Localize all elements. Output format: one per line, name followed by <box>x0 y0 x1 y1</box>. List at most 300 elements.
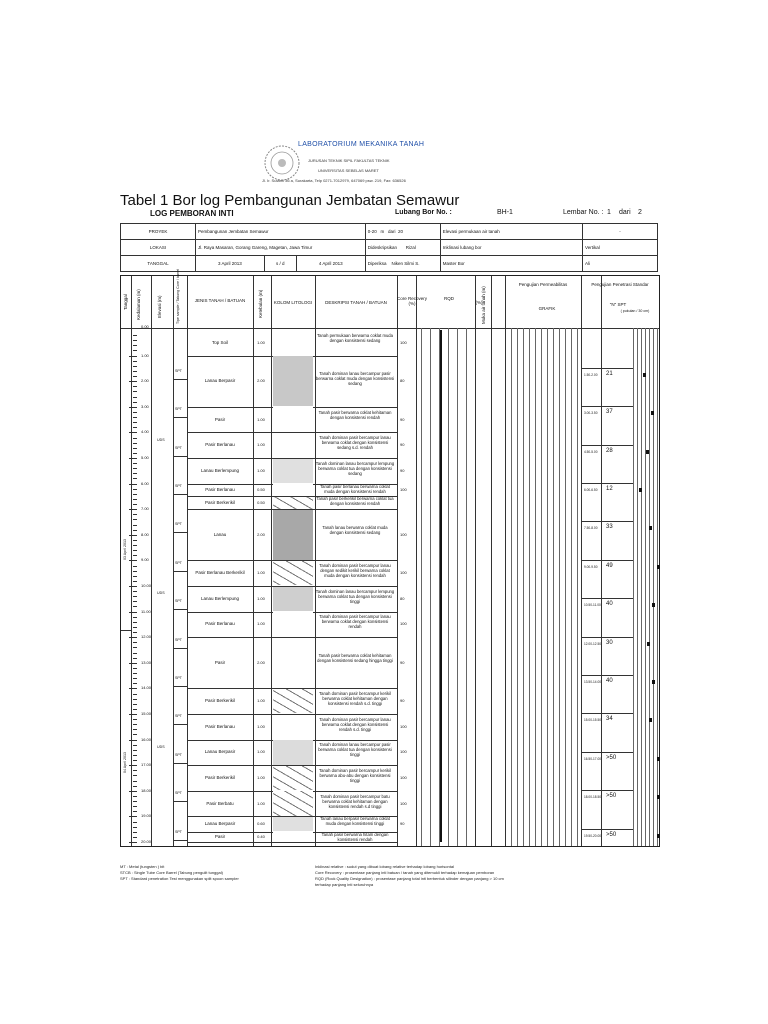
depth-minor-tick <box>133 601 137 602</box>
spt-plot-point <box>652 603 655 607</box>
spt-plot-point <box>651 411 654 415</box>
spt-n-value: >50 <box>606 831 617 838</box>
graph-gridline <box>559 328 560 846</box>
col-jenis: JENIS TANAH / BATUAN <box>194 298 246 303</box>
depth-minor-tick <box>133 806 137 807</box>
graph-gridline <box>517 328 518 846</box>
spt-row-line <box>581 560 633 561</box>
layer-thickness: 1.00 <box>257 621 265 627</box>
depth-minor-tick <box>133 699 137 700</box>
proyek-label: PROYEK <box>121 224 196 240</box>
layer-thickness: 0.60 <box>257 821 265 827</box>
depth-minor-tick <box>133 397 137 398</box>
lembar-label: Lembar No. : <box>563 209 604 216</box>
footnote-stcb: STCB : Single Tube Core Barrel (Tabung pengulit tunggal) <box>120 870 223 875</box>
col-elevasi: Elevasi (m) <box>157 295 162 318</box>
depth-minor-tick <box>133 340 137 341</box>
depth-minor-tick <box>133 417 137 418</box>
layer-description: Tanah pasir berwarna hitam dengan konsistensi rendah <box>321 831 389 842</box>
footnote-rqd2: terhadap panjang inti seluruhnya <box>315 882 374 887</box>
depth-tick <box>129 432 137 433</box>
depth-tick <box>129 407 137 408</box>
depth-minor-tick <box>133 473 137 474</box>
depth-label: 13.00 <box>141 659 152 665</box>
core-recovery-value: 90 <box>400 821 405 827</box>
depth-minor-tick <box>133 540 137 541</box>
sample-tag-uds: UDS <box>157 591 165 596</box>
spt-gridline <box>645 328 646 846</box>
core-recovery-value: 100 <box>400 800 407 806</box>
core-recovery-value: 100 <box>400 570 407 576</box>
depth-label: 16.00 <box>141 736 152 742</box>
depth-minor-tick <box>133 468 137 469</box>
rqd-gridline <box>439 328 440 846</box>
lithology-fill <box>273 587 313 612</box>
depth-minor-tick <box>133 350 137 351</box>
col-penetrasi: Pengujian Penetrasi Standar <box>591 282 649 287</box>
depth-tick <box>129 714 137 715</box>
depth-minor-tick <box>133 694 137 695</box>
page-title: Tabel 1 Bor log Pembangunan Jembatan Semawur <box>120 192 460 209</box>
depth-minor-tick <box>133 525 137 526</box>
lithology-fill <box>273 484 313 496</box>
depth-minor-tick <box>133 755 137 756</box>
core-recovery-value: 100 <box>400 339 407 345</box>
date-label: 03 April 2013 <box>123 539 127 561</box>
project-info-table <box>120 223 658 272</box>
spt-plot-point <box>643 373 646 377</box>
depth-minor-tick <box>133 606 137 607</box>
spt-plot-point <box>657 757 660 761</box>
depth-label: 12.00 <box>141 634 152 640</box>
layer-soil-name: Pasir Berkerikil <box>204 775 235 780</box>
layer-soil-name: Lanau Berlempung <box>200 595 240 601</box>
layer-soil-name: Pasir Berlanau <box>205 487 235 492</box>
sample-box <box>173 801 187 802</box>
sample-tag-spt: SPT <box>175 714 182 719</box>
col-deskripsi: DESKRIPSI TANAH / BATUAN <box>325 300 387 305</box>
sample-box <box>173 494 187 495</box>
layer-thickness: 1.00 <box>257 775 265 780</box>
depth-tick <box>129 663 137 664</box>
depth-label: 2.00 <box>141 378 149 384</box>
spt-n-value: 30 <box>606 639 613 646</box>
rqd-gridline <box>448 328 449 846</box>
spt-n-value: 12 <box>606 486 613 492</box>
core-recovery-value: 80 <box>400 378 405 384</box>
lithology-fill <box>273 510 313 560</box>
sample-tag-spt: SPT <box>175 407 182 412</box>
lokasi-value: Jl. Raya Masaran, Gorang Gareng, Magetan, Jawa Timur <box>196 240 366 256</box>
depth-minor-tick <box>133 499 137 500</box>
lithology-fill <box>273 740 313 765</box>
depth-tick <box>129 458 137 459</box>
depth-minor-tick <box>133 514 137 515</box>
inklinasi-value: Vertikal <box>583 240 658 256</box>
spt-depth-range: 15.00-15.50 <box>584 718 602 723</box>
depth-minor-tick <box>133 832 137 833</box>
layer-thickness: 2.00 <box>257 659 265 665</box>
depth-tick <box>129 484 137 485</box>
spt-row-line <box>581 637 633 638</box>
layer-thickness: 1.00 <box>257 442 265 448</box>
depth-minor-tick <box>133 642 137 643</box>
spt-row-line <box>581 483 633 484</box>
depth-label: 6.00 <box>141 480 149 486</box>
spt-plot-point <box>649 526 652 530</box>
lubang-value: BH-1 <box>497 209 513 216</box>
pemeriksa: Niken Silmi S. <box>391 261 420 266</box>
sample-tag-spt: SPT <box>175 791 182 796</box>
layer-description: Tanah dominan pasir bercampur batu berwarna coklat kehitaman dengan konsistensi rendah s.d tinggi <box>320 793 390 809</box>
spt-plot-point <box>649 718 652 722</box>
spt-n-value: >50 <box>606 793 617 800</box>
col-rqd: RQD <box>444 296 454 301</box>
core-recovery-value: 100 <box>400 621 407 627</box>
sample-box <box>173 648 187 649</box>
sample-box <box>173 456 187 457</box>
lithology-fill <box>273 689 313 714</box>
depth-minor-tick <box>133 622 137 623</box>
depth-label: 4.00 <box>141 429 149 435</box>
lithology-fill <box>273 715 313 740</box>
layer-description: Tanah dominan pasir bercampur kerikil berwarna coklat kehitaman dengan konsistensi rendah s.d. tinggi <box>319 691 391 707</box>
col-nspt: "N" SPT <box>609 302 627 307</box>
depth-minor-tick <box>133 591 137 592</box>
spt-depth-range: 1.50-2.00 <box>584 372 598 377</box>
lokasi-label: LOKASI <box>121 240 196 256</box>
col-tipe: Tipe sample / Tabung Core / barrel <box>176 268 180 324</box>
depth-minor-tick <box>133 627 137 628</box>
layer-thickness: 1.00 <box>257 698 265 704</box>
footnote-left <box>120 864 239 882</box>
depth-tick <box>129 381 137 382</box>
layer-description: Tanah pasir berwarna coklat kehitaman dengan konsistensi sedang hingga tinggi <box>317 652 393 663</box>
depth-minor-tick <box>133 750 137 751</box>
depth-minor-tick <box>133 678 137 679</box>
depth-label: 15.00 <box>141 711 152 716</box>
spt-n-value: 21 <box>606 370 613 377</box>
sample-tag-spt: SPT <box>175 637 182 642</box>
core-recovery-value: 90 <box>400 698 405 704</box>
depth-minor-tick <box>133 719 137 720</box>
lithology-fill <box>273 817 313 831</box>
core-recovery-value: 90 <box>400 416 405 422</box>
footnote-mt: MT : Metal (tungsten ) bit <box>120 864 165 869</box>
proyek-value: Pembangunan Jembatan Semawur <box>196 224 366 240</box>
col-kolom: KOLOM LITOLOGI <box>273 300 313 305</box>
spt-row-line <box>581 713 633 714</box>
depth-minor-tick <box>133 453 137 454</box>
spt-row-line <box>581 752 633 753</box>
footnote-rqd: RQD (Rock Quality Designation) : prosentase panjang total inti berbentuk silinder dengan panjang > 10 cm <box>315 876 504 881</box>
depth-label: 9.00 <box>141 557 149 563</box>
sample-tag-spt: SPT <box>175 368 182 373</box>
layer-soil-name: Pasir Berlanau <box>205 723 235 729</box>
depth-minor-tick <box>133 443 137 444</box>
layer-description: Tanah lanau berwarna coklat muda dengan konsistensi sedang <box>322 524 388 535</box>
col-muka-air: Muka air tanah (m) <box>481 286 486 324</box>
footnote-right <box>315 864 504 888</box>
depth-minor-tick <box>133 371 137 372</box>
elevasi-value: - <box>583 224 658 240</box>
depth-label: 8.00 <box>141 531 149 537</box>
masterbor-label: Master Bor <box>440 256 582 272</box>
sample-tag-spt: SPT <box>175 484 182 488</box>
depth-minor-tick <box>133 345 137 346</box>
sample-box <box>173 724 187 725</box>
depth-label: 19.00 <box>141 813 152 819</box>
spt-row-line <box>581 790 633 791</box>
sample-tag-spt: SPT <box>175 829 182 834</box>
depth-minor-tick <box>133 683 137 684</box>
university-seal-icon <box>262 143 302 183</box>
core-recovery-value: 90 <box>400 442 405 448</box>
depth-minor-tick <box>133 781 137 782</box>
depth-label: 7.00 <box>141 506 149 512</box>
depth-label: 14.00 <box>141 685 152 691</box>
lab-name: LABORATORIUM MEKANIKA TANAH <box>298 141 425 148</box>
lithology-fill <box>273 612 313 637</box>
lab-dept: JURUSAN TEKNIK SIPIL FAKULTAS TEKNIK <box>308 158 390 163</box>
layer-thickness: 1.00 <box>257 749 265 755</box>
depth-minor-tick <box>133 571 137 572</box>
spt-gridline <box>633 328 634 846</box>
graph-gridline <box>523 328 524 846</box>
spt-row-line <box>581 829 633 830</box>
depth-tick <box>129 535 137 536</box>
depth-label: 3.00 <box>141 403 149 409</box>
core-recovery-value: 100 <box>400 531 407 537</box>
col-core: Core Recovery (%) <box>397 296 428 306</box>
depth-minor-tick <box>133 704 137 705</box>
bore-log-grid <box>120 268 660 847</box>
depth-tick <box>129 688 137 689</box>
layer-soil-name: Top Soil <box>211 339 228 345</box>
graph-gridline <box>571 328 572 846</box>
spt-gridline <box>653 328 654 846</box>
layer-soil-name: Lanau Berlempung <box>200 467 240 473</box>
depth-tick <box>129 816 137 817</box>
col-kedalaman: Kedalaman (m) <box>136 289 141 320</box>
depth-minor-tick <box>133 811 137 812</box>
spt-depth-range: 12.00-12.50 <box>584 641 602 646</box>
layer-description: Tanah dominan pasir bercampur lanau berwarna coklat dengan konsistensi rendah s.d. tinggi <box>319 716 391 732</box>
lithology-fill <box>273 832 313 841</box>
layer-boundary <box>187 842 397 843</box>
spt-plot-point <box>647 642 650 646</box>
layer-soil-name: Pasir Berkerikil <box>204 499 235 505</box>
col-pukulan: ( pukulan / 30 cm) <box>620 309 650 313</box>
depth-minor-tick <box>133 786 137 787</box>
depth-minor-tick <box>133 386 137 387</box>
spt-depth-range: 13.50-14.00 <box>584 680 602 684</box>
layer-soil-name: Lanau Berpasir <box>204 378 236 384</box>
spt-depth-range: 10.50-11.00 <box>584 603 601 608</box>
core-recovery-value: 100 <box>400 723 407 729</box>
depth-minor-tick <box>133 827 137 828</box>
spt-n-value: 40 <box>606 601 613 608</box>
depth-minor-tick <box>133 519 137 520</box>
layer-soil-name: Pasir Berkerikil <box>204 698 235 704</box>
depth-minor-tick <box>133 576 137 577</box>
graph-gridline <box>553 328 554 846</box>
layer-thickness: 1.00 <box>257 339 265 345</box>
lembar-total: 2 <box>638 209 642 216</box>
lithology-fill <box>273 433 313 458</box>
sample-tag-spt: SPT <box>175 522 182 527</box>
depth-label: 5.00 <box>141 455 149 460</box>
deskriptor: Rizal <box>405 245 416 250</box>
spt-n-value: >50 <box>606 754 617 761</box>
spt-row-line <box>581 598 633 599</box>
spt-row-line <box>581 675 633 676</box>
depth-minor-tick <box>133 530 137 531</box>
layer-thickness: 0.50 <box>257 499 265 505</box>
layer-description: Tanah dominan lanau bercampur lempung berwarna coklat tua dengan konsistensi tinggi <box>315 588 395 604</box>
depth-tick <box>129 612 137 613</box>
layer-soil-name: Lanau Berpasir <box>204 821 236 827</box>
layer-soil-name: Lanau Berpasir <box>204 749 236 755</box>
layer-thickness: 1.00 <box>257 595 265 601</box>
layer-soil-name: Pasir Berlanau Berkerikil <box>195 570 245 576</box>
depth-minor-tick <box>133 361 137 362</box>
lithology-fill <box>273 561 313 586</box>
masterbor-value: Ali <box>583 256 658 272</box>
depth-minor-tick <box>133 745 137 746</box>
depth-tick <box>129 586 137 587</box>
spt-gridline <box>657 328 658 846</box>
range-total: 20 <box>398 229 404 234</box>
layer-description: Tanah pasir berwarna coklat kehitaman dengan konsistensi rendah <box>318 409 392 420</box>
depth-label: 11.00 <box>141 608 151 614</box>
depth-minor-tick <box>133 709 137 710</box>
depth-minor-tick <box>133 478 137 479</box>
depth-minor-tick <box>133 438 137 439</box>
depth-minor-tick <box>133 422 137 423</box>
depth-minor-tick <box>133 770 137 771</box>
core-recovery-value: 90 <box>400 467 405 473</box>
spt-plot-point <box>652 680 655 684</box>
layer-thickness: 1.00 <box>257 723 265 729</box>
depth-minor-tick <box>133 566 137 567</box>
sample-tag-spt: SPT <box>175 676 182 680</box>
spt-n-value: 37 <box>606 409 613 416</box>
graph-gridline <box>529 328 530 846</box>
depth-minor-tick <box>133 632 137 633</box>
rqd-gridline <box>430 328 431 846</box>
depth-minor-tick <box>133 376 137 377</box>
day-separator <box>121 630 131 631</box>
spt-plot-point <box>639 488 642 492</box>
spt-n-value: 28 <box>606 447 613 454</box>
depth-tick <box>129 791 137 792</box>
lubang-label: Lubang Bor No. : <box>395 209 452 216</box>
lithology-fill <box>273 766 313 791</box>
layer-thickness: 0.40 <box>257 833 265 839</box>
sample-tag-uds: UDS <box>157 744 165 749</box>
depth-minor-tick <box>133 729 137 730</box>
depth-minor-tick <box>133 504 137 505</box>
layer-description: Tanah dominan lanau bercampur lempung berwarna coklat tua dengan konsistensi sedang <box>315 460 395 476</box>
depth-minor-tick <box>133 335 137 336</box>
core-recovery-value: 90 <box>400 659 405 665</box>
diperiksa-label: Diperiksa <box>367 261 387 266</box>
spt-gridline <box>637 328 638 846</box>
layer-description: Tanah permukaan berwarna coklat muda dengan konsistensi sedang <box>317 332 393 343</box>
tanggal-start: 3 April 2013 <box>196 256 265 272</box>
lab-address: Jl. Ir. Sutami 36 a, Surakarta, Telp 0271-7012979, 647069 psw. 219, Fax: 636526 <box>262 178 406 183</box>
lab-univ: UNIVERSITAS SEBELAS MARET <box>318 168 379 173</box>
depth-label: 18.00 <box>141 787 152 793</box>
tanggal-end: 4 April 2013 <box>296 256 365 272</box>
spt-depth-range: 9.00-9.50 <box>584 564 598 569</box>
depth-minor-tick <box>133 596 137 597</box>
depth-tick <box>129 560 137 561</box>
graph-gridline <box>577 328 578 846</box>
depth-minor-tick <box>133 427 137 428</box>
sample-box <box>173 532 187 533</box>
spt-plot-point <box>657 795 660 799</box>
graph-gridline <box>535 328 536 846</box>
depth-label: 10.00 <box>141 583 152 588</box>
spt-plot-point <box>657 565 660 569</box>
range: 0-20 <box>367 229 377 234</box>
depth-minor-tick <box>133 658 137 659</box>
rqd-gridline <box>466 328 467 846</box>
sample-box <box>173 686 187 687</box>
layer-thickness: 1.00 <box>257 800 265 806</box>
sample-tag-spt: SPT <box>175 752 182 757</box>
spt-row-line <box>581 445 633 446</box>
footnote-inkl: Inklinasi relative : sudut yang dibuat lobang relative terhadap lobang horisontal <box>315 864 454 869</box>
core-recovery-value: 80 <box>400 595 405 601</box>
depth-tick <box>129 509 137 510</box>
depth-minor-tick <box>133 653 137 654</box>
spt-plot-point <box>646 450 649 454</box>
spt-plot-point <box>657 834 660 838</box>
lembar-of: dari <box>619 209 631 216</box>
log-subtitle: LOG PEMBORAN INTI <box>150 209 234 218</box>
core-recovery-value: 100 <box>400 487 407 492</box>
sample-box <box>173 417 187 418</box>
spt-depth-range: 7.50-8.00 <box>584 526 598 531</box>
layer-description: Tanah dominan pasir bercampur kerikil berwarna abu-abu dengan konsistensi tinggi <box>319 768 391 783</box>
depth-minor-tick <box>133 366 137 367</box>
spt-depth-range: 16.50-17.00 <box>584 756 602 761</box>
col-tanggal: Tanggal <box>123 294 128 310</box>
spt-n-value: 49 <box>606 562 613 569</box>
lithology-fill <box>273 638 313 688</box>
depth-minor-tick <box>133 494 137 495</box>
spt-row-line <box>581 368 633 369</box>
tanggal-sd: s / d <box>264 256 296 272</box>
layer-soil-name: Lanau <box>213 531 227 537</box>
col-ketebalan: Ketebalan (m) <box>258 289 263 318</box>
depth-minor-tick <box>133 550 137 551</box>
layer-description: Tanah dominan pasir bercampur lanau dengan sedikit kerikil berwarna coklat muda dengan konsistensi rendah <box>319 563 391 579</box>
tanggal-label: TANGGAL <box>121 256 196 272</box>
depth-minor-tick <box>133 555 137 556</box>
depth-minor-tick <box>133 412 137 413</box>
layer-soil-name: Pasir <box>214 833 226 839</box>
spt-n-value: 33 <box>606 524 613 531</box>
spt-gridline <box>649 328 650 846</box>
spt-depth-range: 4.50-5.00 <box>584 449 598 454</box>
core-recovery-value: 100 <box>400 775 407 780</box>
spt-depth-range: 19.50-20.00 <box>584 833 602 838</box>
spt-depth-range: 18.00-18.50 <box>584 795 602 800</box>
